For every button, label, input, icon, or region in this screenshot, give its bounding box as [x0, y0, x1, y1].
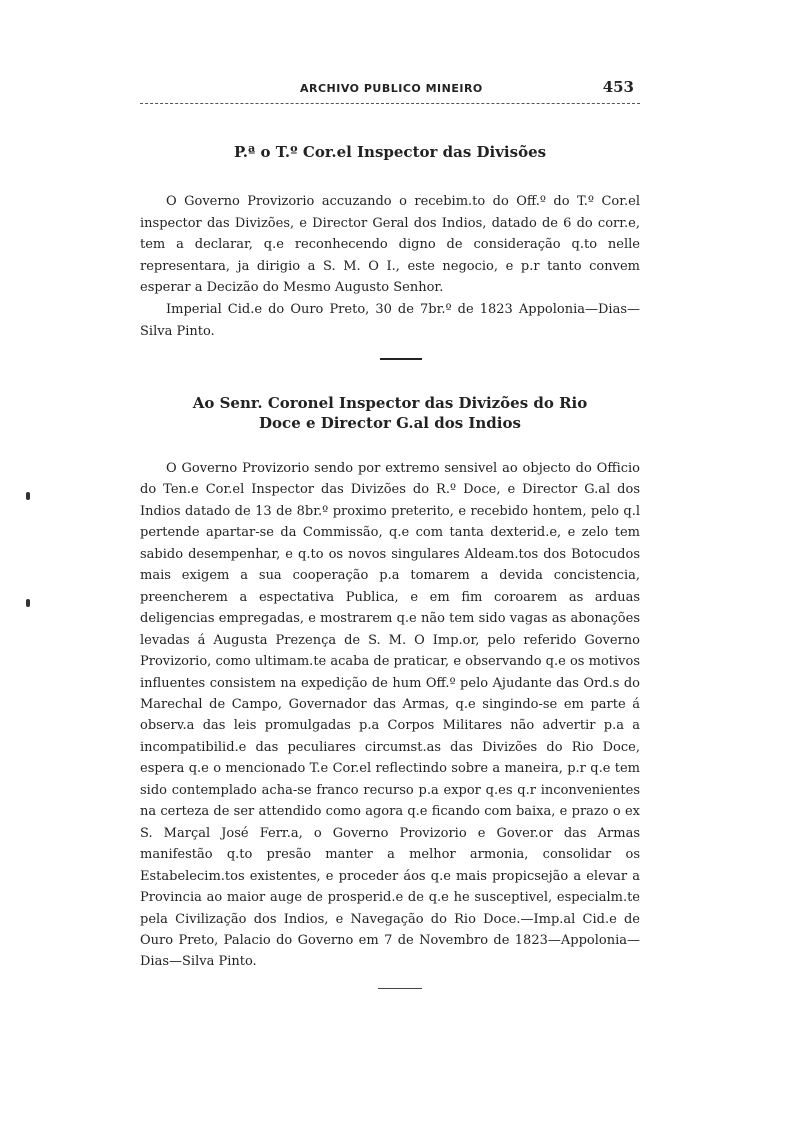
paragraph: O Governo Provizorio sendo por extremo sensivel ao objecto do Officio do Ten.e Cor.el Inspector das Divizões do R.º Doce, e Director G.al dos Indios datado de 13 de 8br.º proximo preterito, e recebido hontem, pelo q.l pertende apartar-se da Commissão, q.e com tanta dexterid.e, e zelo tem sabido desempenhar, e q.to os novos singulares Aldeam.tos dos Botocudos mais exigem a sua cooperação p.a tomarem a devida concistencia, preencherem a espectativa Publica, e em fim coroarem as arduas deligencias empregadas, e mostrarem q.e não tem sido vagas as abonações levadas á Augusta Prezença de S. M. O Imp.or, pelo referido Governo Provizorio, como ultimam.te acaba de praticar, e observando q.e os motivos influentes consistem na expedição de hum Off.º pelo Ajudante das Ord.s do Marechal de Campo, Governador das Armas, q.e singindo-se em parte á observ.a das leis promulgadas p.a Corpos Militares não advertir p.a a incompatibilid.e das peculiares circumst.as das Divizões do Rio Doce, espera q.e o mencionado T.e Cor.el reflectindo sobre a maneira, p.r q.e tem sido contemplado acha-se franco recurso p.a expor q.es q.r inconvenientes na certeza de ser attendido como agora q.e ficando com baixa, e prazo o ex S. Marçal José Ferr.a, o Governo Provizorio e Gover.or das Armas manifestão q.to presão manter a melhor armonia, consolidar os Estabelecim.tos existentes, e proceder áos q.e mais propicsejão a elevar a Provincia ao maior auge de prosperid.e de q.e he susceptivel, especialm.te pela Civilização dos Indios, e Navegação do Rio Doce.—Imp.al Cid.e de Ouro Preto, Palacio do Governo em 7 de Novembro de 1823—Appolonia—Dias—Silva Pinto.	[140, 461, 640, 970]
running-title: ARCHIVO PUBLICO MINEIRO	[300, 82, 483, 95]
paragraph: O Governo Provizorio accuzando o recebim.to do Off.º do T.º Cor.el inspector das Divizões, e Director Geral dos Indios, datado de 6 do corr.e, tem a declarar, q.e reconhecendo digno de consideração q.to nelle representara, ja dirigio a S. M. O I., este negocio, e p.r tanto convem esperar a Decizão do Mesmo Augusto Senhor.	[140, 194, 640, 296]
header-rule	[140, 103, 640, 104]
section-title-1: P.ª o T.º Cor.el Inspector das Divisões	[233, 143, 547, 161]
end-rule	[378, 988, 422, 989]
section-divider	[380, 358, 422, 360]
running-head	[140, 78, 640, 100]
section-title-2	[140, 393, 640, 433]
page-number: 453	[602, 78, 634, 96]
section-title-2-line-1: Ao Senr. Coronel Inspector das Divizões do Rio	[192, 394, 588, 412]
section-title-2-line-2: Doce e Director G.al dos Indios	[259, 414, 521, 432]
section-1-body	[140, 191, 640, 342]
margin-mark	[26, 599, 30, 607]
margin-mark	[26, 492, 30, 500]
signature-paragraph: Imperial Cid.e do Ouro Preto, 30 de 7br.º de 1823 Appolonia—Dias—Silva Pinto.	[140, 301, 640, 339]
section-2-body	[140, 458, 640, 973]
